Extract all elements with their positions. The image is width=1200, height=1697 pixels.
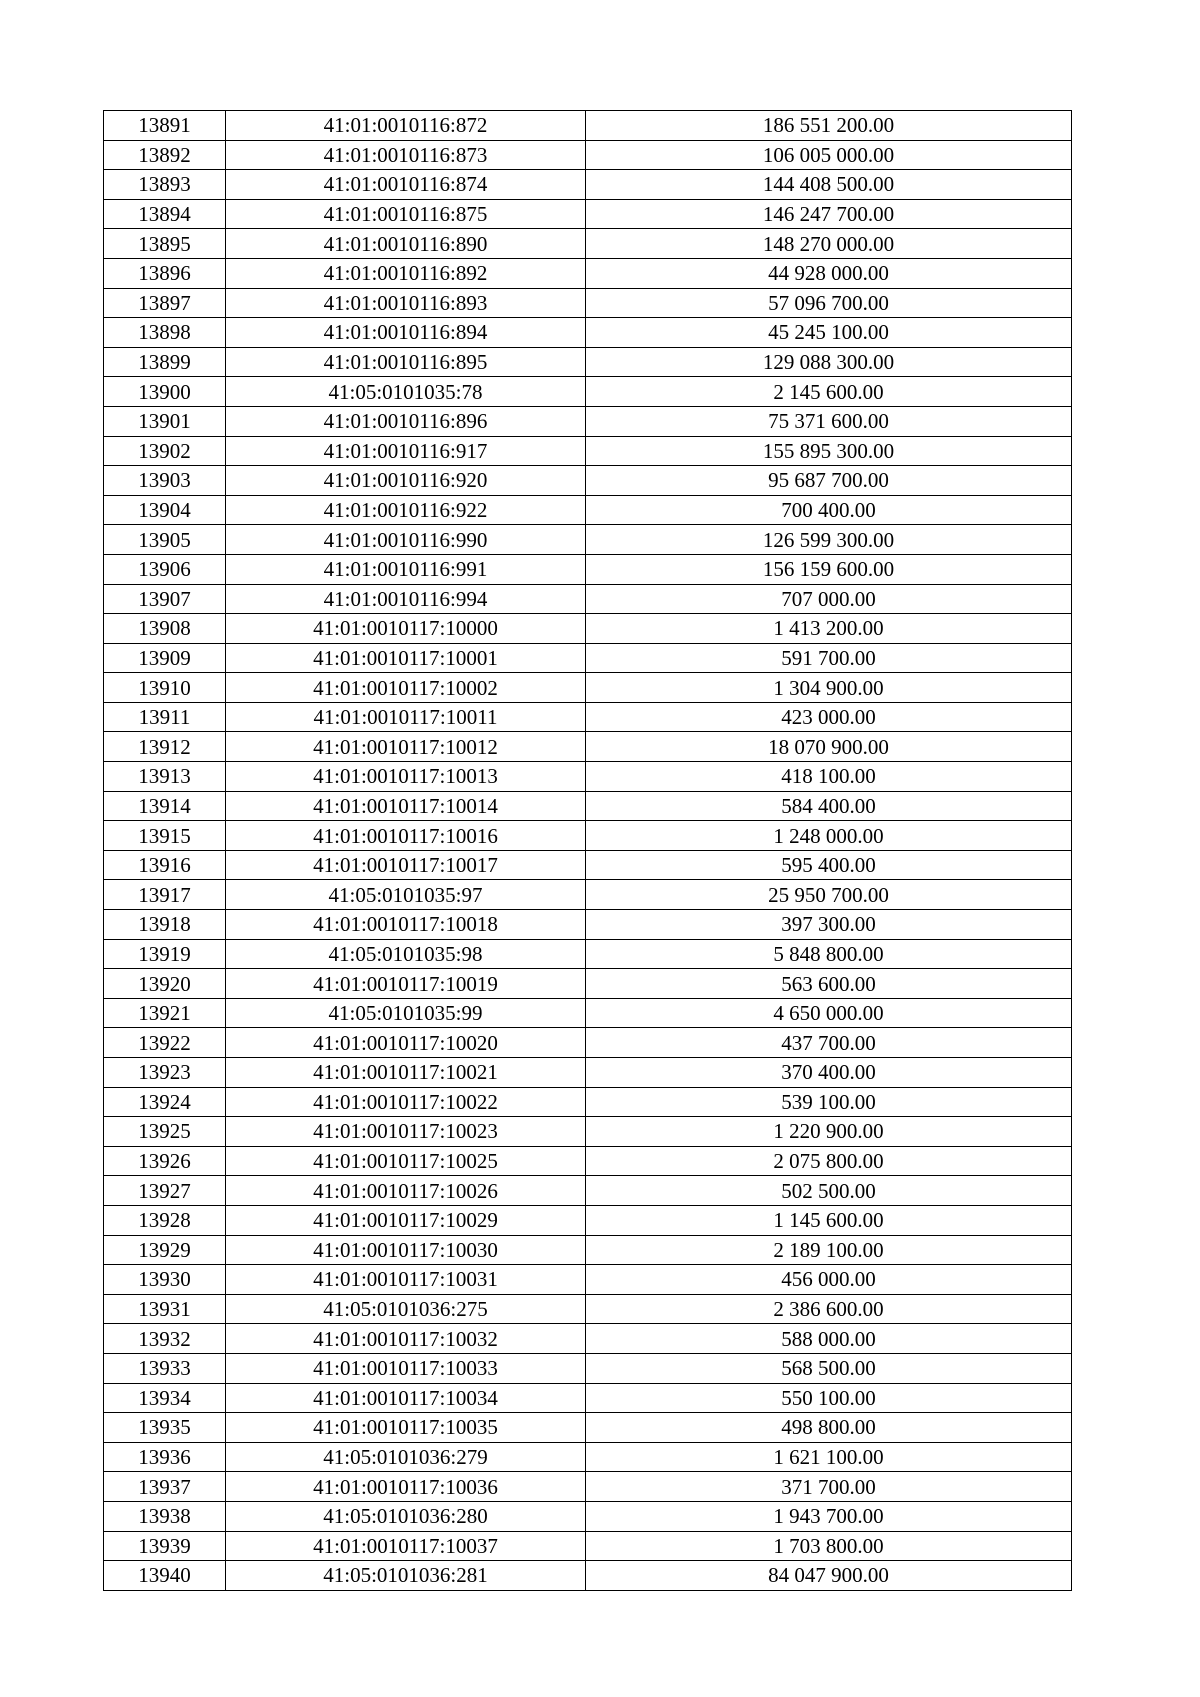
row-number-cell: 13897 (104, 288, 226, 318)
cadastral-number-cell: 41:05:0101035:98 (226, 939, 586, 969)
cadastral-value-cell: 2 075 800.00 (586, 1146, 1072, 1176)
cadastral-number-cell: 41:01:0010117:10022 (226, 1087, 586, 1117)
row-number-cell: 13930 (104, 1265, 226, 1295)
row-number-cell: 13923 (104, 1058, 226, 1088)
cadastral-value-cell: 700 400.00 (586, 495, 1072, 525)
row-number-cell: 13926 (104, 1146, 226, 1176)
row-number-cell: 13933 (104, 1353, 226, 1383)
table-row (104, 111, 1072, 141)
cadastral-number-cell: 41:01:0010116:893 (226, 288, 586, 318)
cadastral-number-cell: 41:01:0010117:10000 (226, 614, 586, 644)
cadastral-value-cell: 1 145 600.00 (586, 1205, 1072, 1235)
cadastral-value-cell: 1 943 700.00 (586, 1501, 1072, 1531)
cadastral-value-cell: 45 245 100.00 (586, 318, 1072, 348)
table-row (104, 1058, 1072, 1088)
cadastral-value-cell: 437 700.00 (586, 1028, 1072, 1058)
row-number-cell: 13932 (104, 1324, 226, 1354)
row-number-cell: 13929 (104, 1235, 226, 1265)
cadastral-value-cell: 591 700.00 (586, 643, 1072, 673)
cadastral-number-cell: 41:01:0010117:10016 (226, 821, 586, 851)
table-row (104, 1205, 1072, 1235)
table-row (104, 229, 1072, 259)
row-number-cell: 13934 (104, 1383, 226, 1413)
table-row (104, 1176, 1072, 1206)
cadastral-number-cell: 41:01:0010116:896 (226, 406, 586, 436)
cadastral-number-cell: 41:01:0010117:10021 (226, 1058, 586, 1088)
row-number-cell: 13911 (104, 702, 226, 732)
table-row (104, 466, 1072, 496)
row-number-cell: 13912 (104, 732, 226, 762)
cadastral-value-cell: 397 300.00 (586, 910, 1072, 940)
cadastral-value-cell: 2 145 600.00 (586, 377, 1072, 407)
cadastral-number-cell: 41:01:0010117:10032 (226, 1324, 586, 1354)
table-row (104, 821, 1072, 851)
row-number-cell: 13916 (104, 850, 226, 880)
table-row (104, 318, 1072, 348)
cadastral-number-cell: 41:01:0010117:10036 (226, 1472, 586, 1502)
cadastral-value-cell: 146 247 700.00 (586, 199, 1072, 229)
row-number-cell: 13896 (104, 258, 226, 288)
cadastral-value-cell: 148 270 000.00 (586, 229, 1072, 259)
table-row (104, 1235, 1072, 1265)
cadastral-number-cell: 41:01:0010116:920 (226, 466, 586, 496)
cadastral-value-cell: 155 895 300.00 (586, 436, 1072, 466)
cadastral-value-cell: 1 413 200.00 (586, 614, 1072, 644)
table-row (104, 910, 1072, 940)
cadastral-value-cell: 5 848 800.00 (586, 939, 1072, 969)
table-row (104, 1531, 1072, 1561)
table-row (104, 140, 1072, 170)
row-number-cell: 13892 (104, 140, 226, 170)
table-row (104, 939, 1072, 969)
cadastral-number-cell: 41:01:0010116:890 (226, 229, 586, 259)
cadastral-value-cell: 4 650 000.00 (586, 998, 1072, 1028)
row-number-cell: 13913 (104, 762, 226, 792)
table-row (104, 614, 1072, 644)
row-number-cell: 13901 (104, 406, 226, 436)
row-number-cell: 13909 (104, 643, 226, 673)
cadastral-number-cell: 41:05:0101036:281 (226, 1561, 586, 1591)
cadastral-value-cell: 129 088 300.00 (586, 347, 1072, 377)
table-row (104, 495, 1072, 525)
cadastral-value-cell: 186 551 200.00 (586, 111, 1072, 141)
cadastral-value-cell: 57 096 700.00 (586, 288, 1072, 318)
cadastral-number-cell: 41:01:0010116:873 (226, 140, 586, 170)
cadastral-number-cell: 41:01:0010117:10014 (226, 791, 586, 821)
row-number-cell: 13898 (104, 318, 226, 348)
row-number-cell: 13907 (104, 584, 226, 614)
cadastral-number-cell: 41:05:0101036:280 (226, 1501, 586, 1531)
cadastral-number-cell: 41:05:0101036:275 (226, 1294, 586, 1324)
cadastral-number-cell: 41:01:0010117:10012 (226, 732, 586, 762)
cadastral-value-cell: 44 928 000.00 (586, 258, 1072, 288)
cadastral-number-cell: 41:01:0010117:10035 (226, 1413, 586, 1443)
cadastral-number-cell: 41:01:0010117:10026 (226, 1176, 586, 1206)
row-number-cell: 13891 (104, 111, 226, 141)
row-number-cell: 13919 (104, 939, 226, 969)
cadastral-number-cell: 41:01:0010117:10001 (226, 643, 586, 673)
cadastral-number-cell: 41:01:0010116:917 (226, 436, 586, 466)
row-number-cell: 13914 (104, 791, 226, 821)
cadastral-number-cell: 41:01:0010117:10025 (226, 1146, 586, 1176)
cadastral-number-cell: 41:01:0010117:10033 (226, 1353, 586, 1383)
table-row (104, 1087, 1072, 1117)
cadastral-value-table (103, 110, 1072, 1591)
cadastral-number-cell: 41:01:0010117:10029 (226, 1205, 586, 1235)
table-row (104, 998, 1072, 1028)
cadastral-value-cell: 456 000.00 (586, 1265, 1072, 1295)
row-number-cell: 13904 (104, 495, 226, 525)
table-row (104, 1265, 1072, 1295)
row-number-cell: 13920 (104, 969, 226, 999)
table-row (104, 1146, 1072, 1176)
cadastral-number-cell: 41:01:0010117:10037 (226, 1531, 586, 1561)
cadastral-value-cell: 156 159 600.00 (586, 554, 1072, 584)
cadastral-value-cell: 1 703 800.00 (586, 1531, 1072, 1561)
table-row (104, 702, 1072, 732)
cadastral-value-cell: 584 400.00 (586, 791, 1072, 821)
cadastral-value-cell: 144 408 500.00 (586, 170, 1072, 200)
table-row (104, 584, 1072, 614)
table-row (104, 199, 1072, 229)
row-number-cell: 13940 (104, 1561, 226, 1591)
table-row (104, 969, 1072, 999)
cadastral-number-cell: 41:01:0010116:990 (226, 525, 586, 555)
row-number-cell: 13939 (104, 1531, 226, 1561)
cadastral-number-cell: 41:01:0010117:10023 (226, 1117, 586, 1147)
cadastral-value-cell: 588 000.00 (586, 1324, 1072, 1354)
row-number-cell: 13893 (104, 170, 226, 200)
table-row (104, 347, 1072, 377)
row-number-cell: 13915 (104, 821, 226, 851)
table-row (104, 1294, 1072, 1324)
cadastral-value-cell: 95 687 700.00 (586, 466, 1072, 496)
table-row (104, 406, 1072, 436)
table-row (104, 1561, 1072, 1591)
cadastral-value-cell: 371 700.00 (586, 1472, 1072, 1502)
cadastral-value-cell: 418 100.00 (586, 762, 1072, 792)
cadastral-number-cell: 41:01:0010116:895 (226, 347, 586, 377)
table-row (104, 1324, 1072, 1354)
cadastral-number-cell: 41:01:0010116:994 (226, 584, 586, 614)
table-row (104, 436, 1072, 466)
row-number-cell: 13918 (104, 910, 226, 940)
cadastral-number-cell: 41:01:0010116:892 (226, 258, 586, 288)
row-number-cell: 13927 (104, 1176, 226, 1206)
table-body (104, 111, 1072, 1591)
cadastral-number-cell: 41:05:0101035:78 (226, 377, 586, 407)
cadastral-value-cell: 539 100.00 (586, 1087, 1072, 1117)
row-number-cell: 13900 (104, 377, 226, 407)
table-row (104, 1442, 1072, 1472)
cadastral-value-cell: 707 000.00 (586, 584, 1072, 614)
cadastral-number-cell: 41:01:0010116:894 (226, 318, 586, 348)
cadastral-value-cell: 1 220 900.00 (586, 1117, 1072, 1147)
cadastral-value-cell: 563 600.00 (586, 969, 1072, 999)
cadastral-value-cell: 370 400.00 (586, 1058, 1072, 1088)
table-row (104, 1413, 1072, 1443)
table-row (104, 673, 1072, 703)
table-row (104, 1472, 1072, 1502)
cadastral-number-cell: 41:01:0010116:991 (226, 554, 586, 584)
row-number-cell: 13910 (104, 673, 226, 703)
cadastral-value-cell: 84 047 900.00 (586, 1561, 1072, 1591)
table-row (104, 850, 1072, 880)
table-row (104, 258, 1072, 288)
cadastral-number-cell: 41:01:0010116:875 (226, 199, 586, 229)
cadastral-value-cell: 2 386 600.00 (586, 1294, 1072, 1324)
cadastral-value-cell: 1 304 900.00 (586, 673, 1072, 703)
table-row (104, 643, 1072, 673)
cadastral-number-cell: 41:01:0010117:10011 (226, 702, 586, 732)
cadastral-value-cell: 595 400.00 (586, 850, 1072, 880)
cadastral-number-cell: 41:01:0010117:10002 (226, 673, 586, 703)
table-row (104, 791, 1072, 821)
row-number-cell: 13924 (104, 1087, 226, 1117)
row-number-cell: 13917 (104, 880, 226, 910)
cadastral-value-cell: 18 070 900.00 (586, 732, 1072, 762)
table-row (104, 525, 1072, 555)
cadastral-number-cell: 41:01:0010117:10013 (226, 762, 586, 792)
cadastral-number-cell: 41:01:0010117:10017 (226, 850, 586, 880)
cadastral-number-cell: 41:01:0010117:10019 (226, 969, 586, 999)
cadastral-value-cell: 1 248 000.00 (586, 821, 1072, 851)
table-row (104, 732, 1072, 762)
cadastral-value-cell: 568 500.00 (586, 1353, 1072, 1383)
row-number-cell: 13921 (104, 998, 226, 1028)
table-row (104, 288, 1072, 318)
cadastral-number-cell: 41:01:0010117:10020 (226, 1028, 586, 1058)
row-number-cell: 13931 (104, 1294, 226, 1324)
row-number-cell: 13908 (104, 614, 226, 644)
cadastral-value-cell: 498 800.00 (586, 1413, 1072, 1443)
cadastral-value-cell: 126 599 300.00 (586, 525, 1072, 555)
cadastral-value-cell: 2 189 100.00 (586, 1235, 1072, 1265)
cadastral-value-cell: 106 005 000.00 (586, 140, 1072, 170)
cadastral-number-cell: 41:01:0010116:872 (226, 111, 586, 141)
table-row (104, 1028, 1072, 1058)
table-row (104, 170, 1072, 200)
row-number-cell: 13903 (104, 466, 226, 496)
cadastral-number-cell: 41:01:0010117:10018 (226, 910, 586, 940)
row-number-cell: 13905 (104, 525, 226, 555)
row-number-cell: 13937 (104, 1472, 226, 1502)
table-row (104, 1117, 1072, 1147)
row-number-cell: 13938 (104, 1501, 226, 1531)
cadastral-number-cell: 41:05:0101035:97 (226, 880, 586, 910)
cadastral-value-cell: 75 371 600.00 (586, 406, 1072, 436)
cadastral-value-cell: 423 000.00 (586, 702, 1072, 732)
cadastral-value-cell: 502 500.00 (586, 1176, 1072, 1206)
cadastral-value-cell: 25 950 700.00 (586, 880, 1072, 910)
row-number-cell: 13922 (104, 1028, 226, 1058)
row-number-cell: 13899 (104, 347, 226, 377)
row-number-cell: 13894 (104, 199, 226, 229)
cadastral-value-cell: 550 100.00 (586, 1383, 1072, 1413)
row-number-cell: 13906 (104, 554, 226, 584)
cadastral-number-cell: 41:01:0010117:10030 (226, 1235, 586, 1265)
cadastral-number-cell: 41:05:0101036:279 (226, 1442, 586, 1472)
cadastral-number-cell: 41:01:0010117:10031 (226, 1265, 586, 1295)
table-row (104, 554, 1072, 584)
row-number-cell: 13925 (104, 1117, 226, 1147)
row-number-cell: 13902 (104, 436, 226, 466)
table-row (104, 1353, 1072, 1383)
table-row (104, 880, 1072, 910)
cadastral-value-cell: 1 621 100.00 (586, 1442, 1072, 1472)
row-number-cell: 13935 (104, 1413, 226, 1443)
cadastral-number-cell: 41:01:0010117:10034 (226, 1383, 586, 1413)
table-row (104, 762, 1072, 792)
table-row (104, 377, 1072, 407)
table-row (104, 1501, 1072, 1531)
row-number-cell: 13928 (104, 1205, 226, 1235)
table-row (104, 1383, 1072, 1413)
cadastral-number-cell: 41:05:0101035:99 (226, 998, 586, 1028)
row-number-cell: 13895 (104, 229, 226, 259)
cadastral-number-cell: 41:01:0010116:922 (226, 495, 586, 525)
cadastral-number-cell: 41:01:0010116:874 (226, 170, 586, 200)
row-number-cell: 13936 (104, 1442, 226, 1472)
